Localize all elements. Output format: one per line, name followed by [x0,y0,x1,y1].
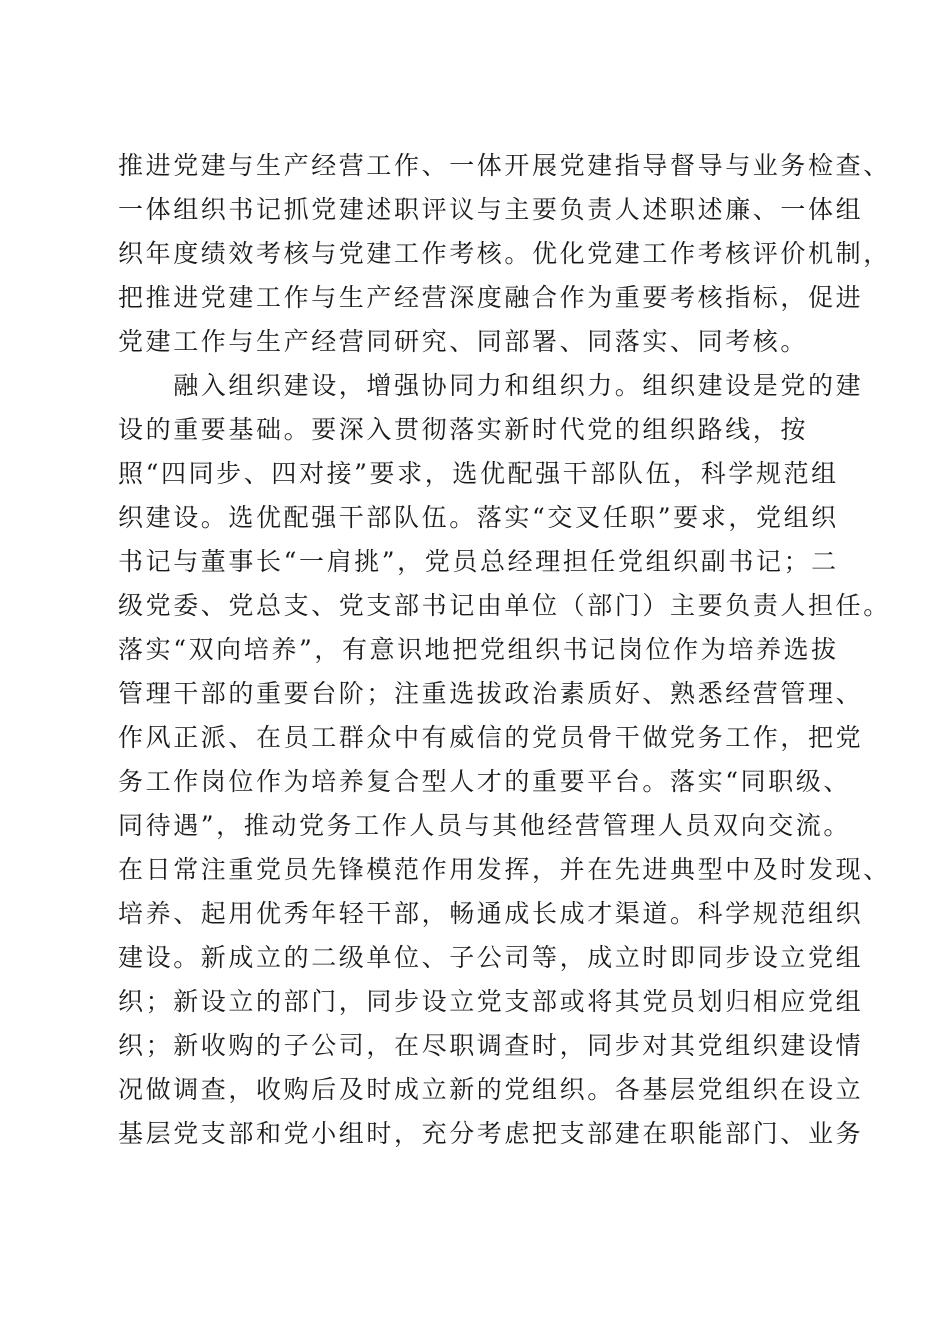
text-line: 作风正派、在员工群众中有威信的党员骨干做党务工作，把党 [118,723,864,752]
text-line: 把推进党建工作与生产经营深度融合作为重要考核指标，促进 [118,283,864,312]
text-line: 况做调查，收购后及时成立新的党组织。各基层党组织在设立 [118,1075,864,1104]
text-line: 党建工作与生产经营同研究、同部署、同落实、同考核。 [118,327,809,356]
text-line: 落实“双向培养”，有意识地把党组织书记岗位作为培养选拔 [118,635,839,664]
text-line: 推进党建与生产经营工作、一体开展党建指导督导与业务检查、 [118,151,891,180]
text-line: 同待遇”，推动党务工作人员与其他经营管理人员双向交流。 [118,811,851,840]
text-line: 务工作岗位作为培养复合型人才的重要平台。落实“同职级、 [118,767,851,796]
text-line: 一体组织书记抓党建述职评议与主要负责人述职述廉、一体组 [118,195,864,224]
text-line: 融入组织建设，增强协同力和组织力。组织建设是党的建 [118,371,864,400]
text-line: 培养、起用优秀年轻干部，畅通成长成才渠道。科学规范组织 [118,899,864,928]
text-line: 基层党支部和党小组时，充分考虑把支部建在职能部门、业务 [118,1119,864,1148]
text-line: 书记与董事长“一肩挑”，党员总经理担任党组织副书记；二 [118,547,839,576]
text-line: 在日常注重党员先锋模范作用发挥，并在先进典型中及时发现、 [118,855,891,884]
text-line: 织建设。选优配强干部队伍。落实“交叉任职”要求，党组织 [118,503,839,532]
text-line: 管理干部的重要台阶；注重选拔政治素质好、熟悉经营管理、 [118,679,864,708]
text-line: 设的重要基础。要深入贯彻落实新时代党的组织路线，按 [118,415,809,444]
text-line: 照“四同步、四对接”要求，选优配强干部队伍，科学规范组 [118,459,839,488]
text-line: 织；新收购的子公司，在尽职调查时，同步对其党组织建设情 [118,1031,864,1060]
text-line: 级党委、党总支、党支部书记由单位（部门）主要负责人担任。 [118,591,891,620]
text-line: 织；新设立的部门，同步设立党支部或将其党员划归相应党组 [118,987,864,1016]
text-line: 织年度绩效考核与党建工作考核。优化党建工作考核评价机制， [118,239,891,268]
text-line: 建设。新成立的二级单位、子公司等，成立时即同步设立党组 [118,943,864,972]
